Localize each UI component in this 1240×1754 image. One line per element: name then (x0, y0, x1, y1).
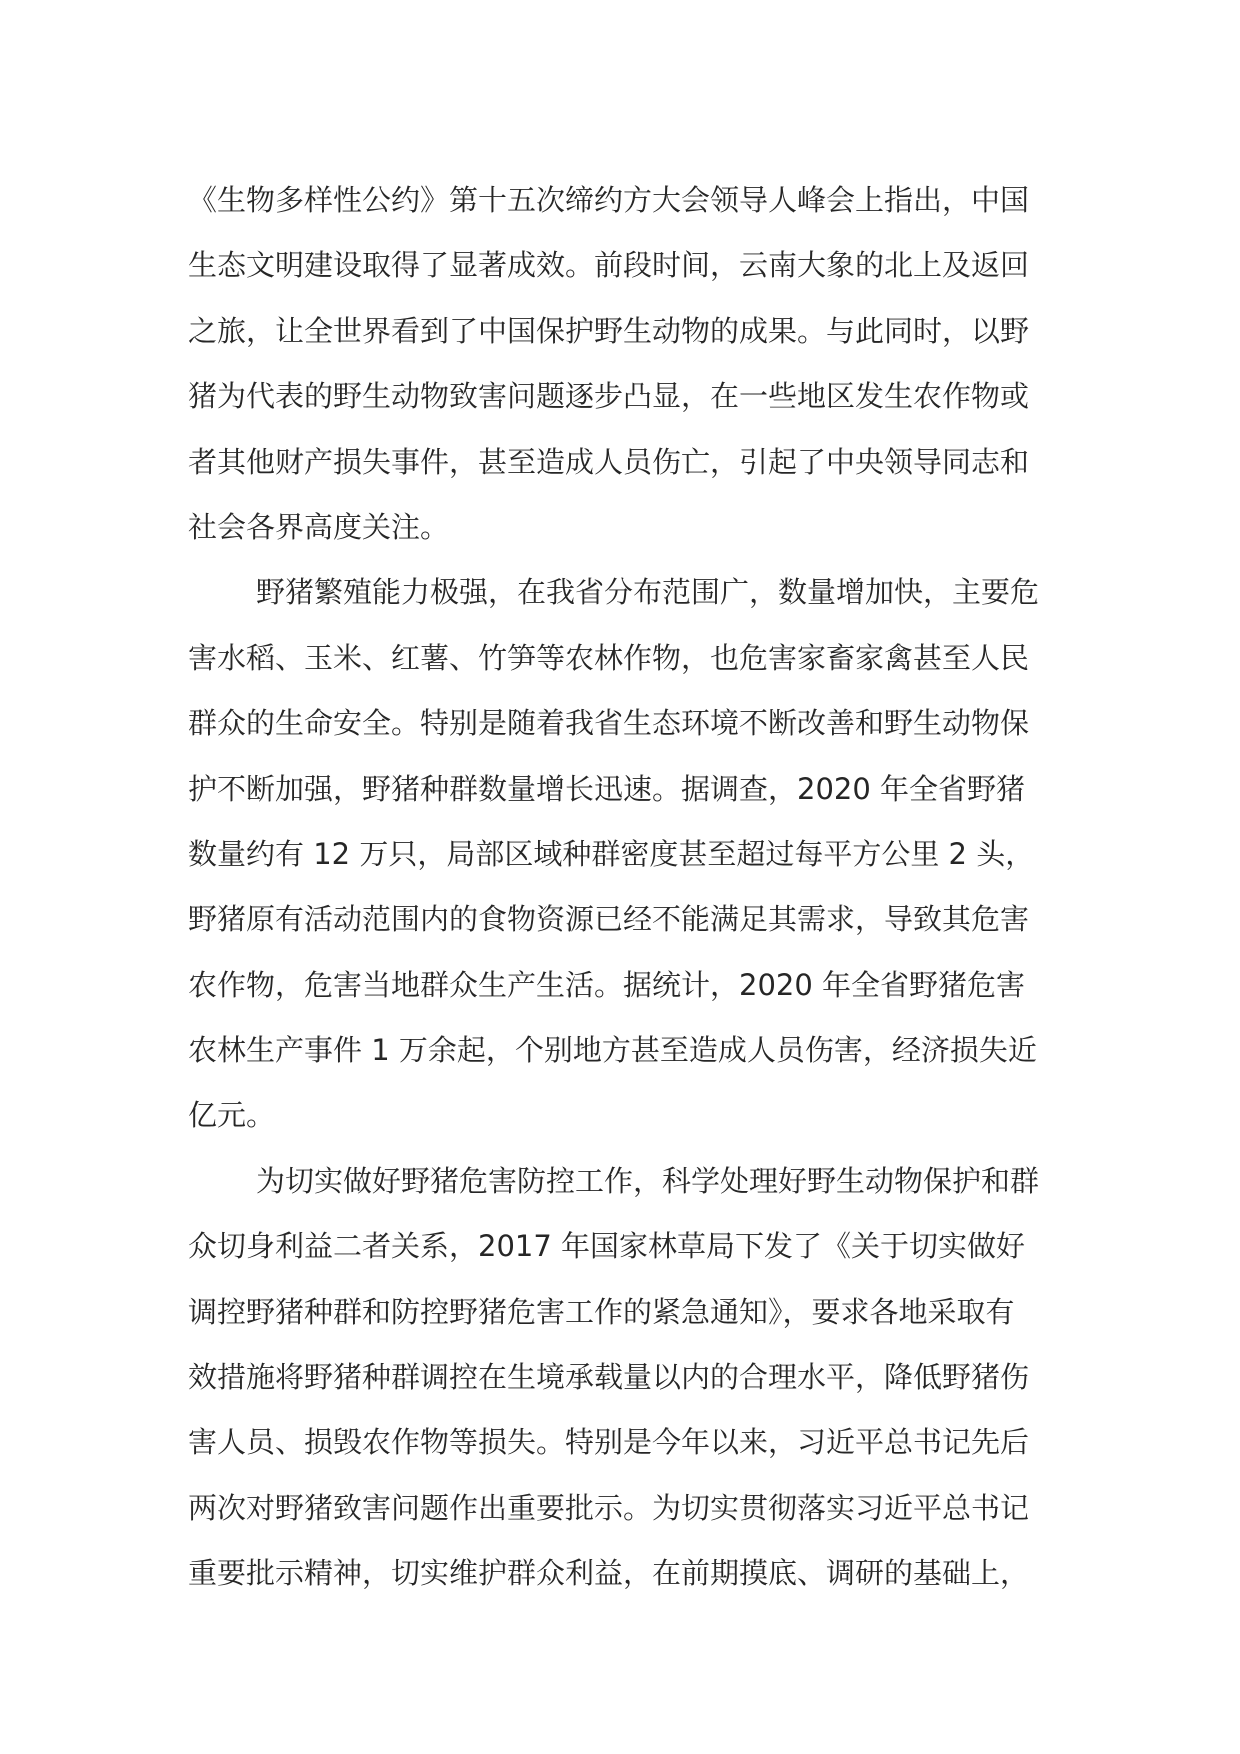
document-body (188, 168, 1052, 1607)
text-line: 众切身利益二者关系，2017 年国家林草局下发了《关于切实做好 (188, 1229, 1026, 1264)
text-line: 猪为代表的野生动物致害问题逐步凸显，在一些地区发生农作物或 (188, 379, 1030, 414)
text-line: 农林生产事件 1 万余起，个别地方甚至造成人员伤害，经济损失近 (188, 1033, 1037, 1068)
text-line: 效措施将野猪种群调控在生境承载量以内的合理水平，降低野猪伤 (188, 1360, 1030, 1395)
paragraph-1 (188, 168, 1052, 560)
text-line: 者其他财产损失事件，甚至造成人员伤亡，引起了中央领导同志和 (188, 444, 1030, 479)
text-line: 护不断加强，野猪种群数量增长迅速。据调查，2020 年全省野猪 (188, 771, 1026, 806)
text-line: 《生物多样性公约》第十五次缔约方大会领导人峰会上指出，中国 (188, 183, 1030, 217)
text-line: 之旅，让全世界看到了中国保护野生动物的成果。与此同时，以野 (188, 313, 1030, 348)
text-line: 为切实做好野猪危害防控工作，科学处理好野生动物保护和群 (256, 1163, 1040, 1198)
text-line: 亿元。 (188, 1098, 276, 1133)
text-line: 生态文明建设取得了显著成效。前段时间，云南大象的北上及返回 (188, 248, 1030, 283)
text-line: 数量约有 12 万只，局部区域种群密度甚至超过每平方公里 2 头， (188, 836, 1035, 871)
text-line: 野猪繁殖能力极强，在我省分布范围广，数量增加快，主要危 (256, 575, 1040, 610)
paragraph-3 (188, 1149, 1052, 1607)
text-line: 两次对野猪致害问题作出重要批示。为切实贯彻落实习近平总书记 (188, 1490, 1030, 1525)
text-line: 重要批示精神，切实维护群众利益，在前期摸底、调研的基础上， (188, 1556, 1030, 1591)
text-line: 农作物，危害当地群众生产生活。据统计，2020 年全省野猪危害 (188, 967, 1026, 1002)
text-line: 害水稻、玉米、红薯、竹笋等农林作物，也危害家畜家禽甚至人民 (188, 640, 1030, 675)
text-line: 社会各界高度关注。 (188, 509, 450, 544)
text-line: 调控野猪种群和防控野猪危害工作的紧急通知》，要求各地采取有 (188, 1294, 1015, 1329)
text-line: 害人员、损毁农作物等损失。特别是今年以来，习近平总书记先后 (188, 1425, 1030, 1460)
paragraph-2 (188, 560, 1052, 1149)
text-line: 群众的生命安全。特别是随着我省生态环境不断改善和野生动物保 (188, 706, 1030, 741)
text-line: 野猪原有活动范围内的食物资源已经不能满足其需求，导致其危害 (188, 902, 1030, 937)
